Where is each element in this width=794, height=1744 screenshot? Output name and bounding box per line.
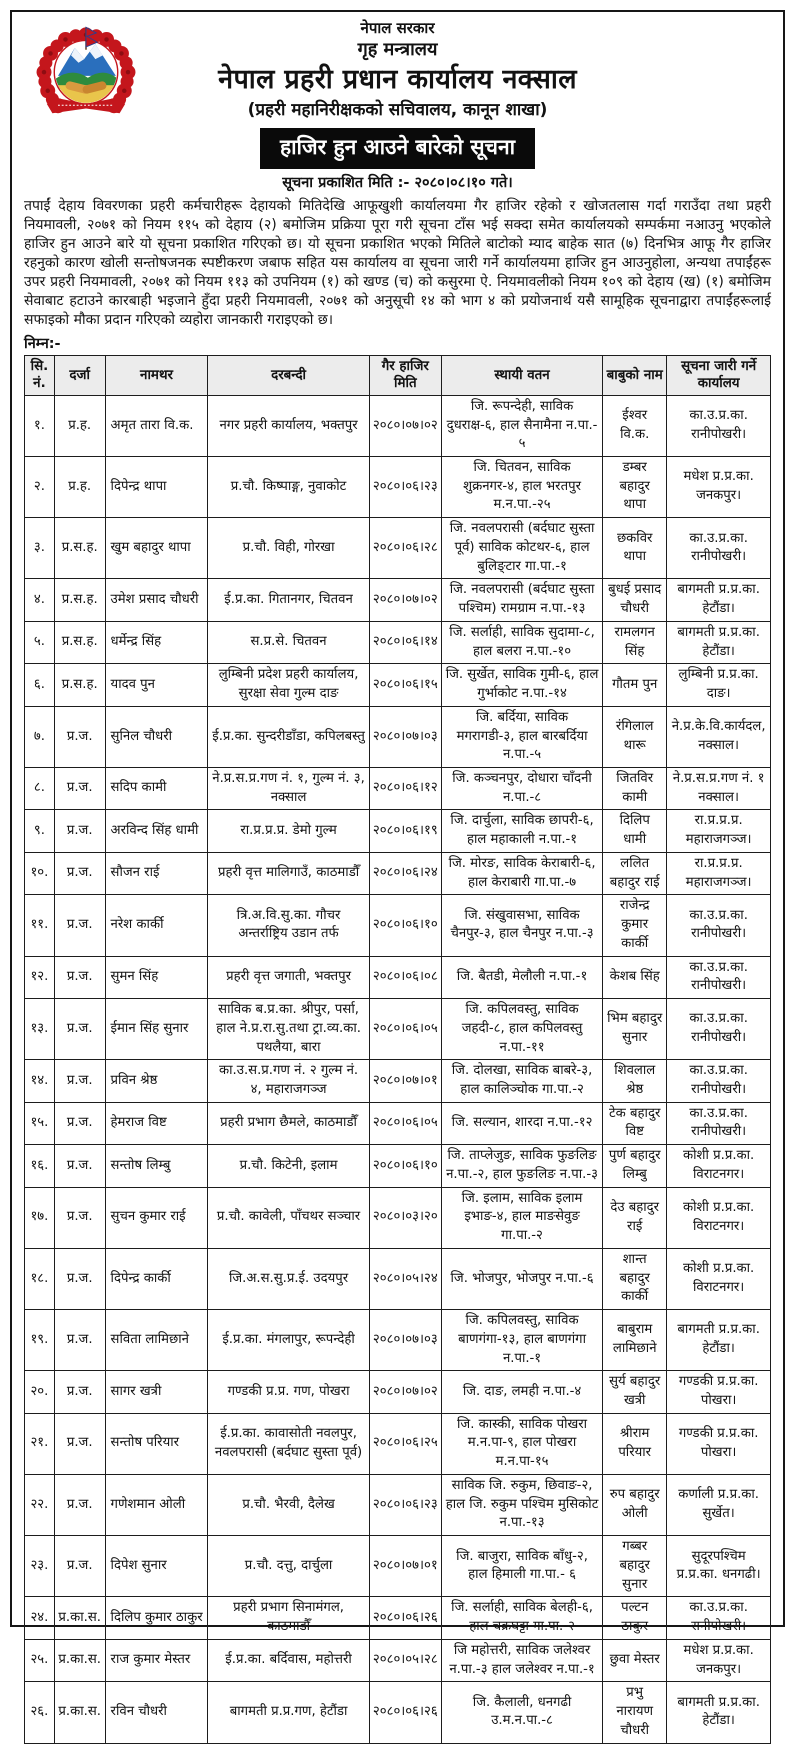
cell-name: रविन चौधरी xyxy=(105,1682,208,1743)
cell-sn: २०. xyxy=(25,1371,55,1413)
column-header-name: नामथर xyxy=(105,355,208,395)
table-row xyxy=(25,1102,771,1144)
cell-posting: जि.अ.स.सु.प्र.ई. उदयपुर xyxy=(208,1248,369,1309)
cell-sn: १७. xyxy=(25,1187,55,1248)
list-intro-label: निम्न:- xyxy=(24,335,61,352)
table-header-row xyxy=(25,355,771,395)
cell-name: सुमन सिंह xyxy=(105,956,208,998)
cell-absent-date: २०८०।०६।१० xyxy=(369,1145,441,1187)
cell-name: सन्तोष लिम्बु xyxy=(105,1145,208,1187)
table-row xyxy=(25,579,771,621)
cell-posting: ई.प्र.का. गितानगर, चितवन xyxy=(208,579,369,621)
cell-rank: प्र.स.ह. xyxy=(54,518,105,579)
cell-absent-date: २०८०।०६।१० xyxy=(369,895,441,956)
cell-permanent-address: जि. कपिलवस्तु, साविक जहदी-८, हाल कपिलवस्तु न.पा.-११ xyxy=(441,999,602,1060)
cell-issuing-office: बागमती प्र.प्र.का. हेटौंडा। xyxy=(667,621,771,663)
cell-issuing-office: ने.प्र.के.वि.कार्यदल, नक्साल। xyxy=(667,706,771,767)
cell-sn: २२. xyxy=(25,1474,55,1535)
cell-absent-date: २०८०।०७।०१ xyxy=(369,1536,441,1597)
cell-posting: प्र.चौ. भैरवी, दैलेख xyxy=(208,1474,369,1535)
cell-name: दिलिप कुमार ठाकुर xyxy=(105,1597,208,1639)
cell-permanent-address: जि. नवलपरासी (बर्दघाट सुस्ता पूर्व) साविक कोटथर-६, हाल बुलिङ्टार गा.पा.-१ xyxy=(441,518,602,579)
cell-issuing-office: रा.प्र.प्र.प्र. महाराजगञ्ज। xyxy=(667,852,771,894)
table-row xyxy=(25,456,771,517)
cell-posting: ई.प्र.का. सुन्दरीडाँडा, कपिलबस्तु xyxy=(208,706,369,767)
cell-name: राज कुमार मेस्तर xyxy=(105,1639,208,1681)
cell-rank: प्र.ज. xyxy=(54,1413,105,1474)
published-date-line: सूचना प्रकाशित मिति :- २०८०।०८।१० गते। xyxy=(282,174,513,191)
cell-absent-date: २०८०।०६।२८ xyxy=(369,518,441,579)
cell-name: दिपेन्द्र थापा xyxy=(105,456,208,517)
notice-title-banner: हाजिर हुन आउने बारेको सूचना xyxy=(260,128,535,169)
cell-rank: प्र.स.ह. xyxy=(54,664,105,706)
cell-posting: त्रि.अ.वि.सु.का. गौचर अन्तर्राष्ट्रिय उडान तर्फ xyxy=(208,895,369,956)
cell-name: हेमराज विष्ट xyxy=(105,1102,208,1144)
cell-rank: प्र.ज. xyxy=(54,1060,105,1102)
cell-posting: स.प्र.से. चितवन xyxy=(208,621,369,663)
cell-permanent-address: जि. सर्लाही, साविक सुदामा-८, हाल बलरा न.पा.-१० xyxy=(441,621,602,663)
cell-sn: ११. xyxy=(25,895,55,956)
cell-name: दिपेश सुनार xyxy=(105,1536,208,1597)
cell-permanent-address: साविक जि. रुकुम, छिवाङ-२, हाल जि. रुकुम पश्चिम मुसिकोट न.पा.-१३ xyxy=(441,1474,602,1535)
cell-issuing-office: बागमती प्र.प्र.का. हेटौंडा। xyxy=(667,579,771,621)
cell-father-name: जितविर कामी xyxy=(603,767,667,809)
cell-rank: प्र.ज. xyxy=(54,1474,105,1535)
cell-sn: २३. xyxy=(25,1536,55,1597)
table-row xyxy=(25,1187,771,1248)
cell-father-name: पल्टन ठाकुर xyxy=(603,1597,667,1639)
cell-permanent-address: जि. ताप्लेजुङ, साविक फुङलिङ न.पा.-२, हाल फुङलिङ न.पा.-३ xyxy=(441,1145,602,1187)
cell-rank: प्र.ज. xyxy=(54,956,105,998)
cell-rank: प्र.ज. xyxy=(54,1145,105,1187)
cell-permanent-address: जि. इलाम, साविक इलाम इभाङ-४, हाल माङसेवुङ गा.पा.-२ xyxy=(441,1187,602,1248)
cell-sn: ७. xyxy=(25,706,55,767)
cell-absent-date: २०८०।०६।२६ xyxy=(369,1597,441,1639)
cell-father-name: रंगिलाल थारू xyxy=(603,706,667,767)
cell-permanent-address: जि महोत्तरी, साविक जलेश्वर न.पा.-३ हाल जलेश्वर न.पा.-१ xyxy=(441,1639,602,1681)
cell-name: सुचन कुमार राई xyxy=(105,1187,208,1248)
cell-father-name: छुवा मेस्तर xyxy=(603,1639,667,1681)
cell-posting: प्रहरी वृत्त जगाती, भक्तपुर xyxy=(208,956,369,998)
cell-absent-date: २०८०।०७।०१ xyxy=(369,1060,441,1102)
cell-sn: ५. xyxy=(25,621,55,663)
cell-issuing-office: मधेश प्र.प्र.का. जनकपुर। xyxy=(667,1639,771,1681)
cell-name: धर्मेन्द्र सिंह xyxy=(105,621,208,663)
cell-permanent-address: जि. बाजुरा, साविक बाँधु-२, हाल हिमाली गा.पा.- ६ xyxy=(441,1536,602,1597)
column-header-sn: सि. नं. xyxy=(25,355,55,395)
table-row xyxy=(25,1310,771,1371)
cell-sn: १४. xyxy=(25,1060,55,1102)
cell-name: ईमान सिंह सुनार xyxy=(105,999,208,1060)
cell-permanent-address: जि. सुर्खेत, साविक गुमी-६, हाल गुर्भाकोट न.पा.-१४ xyxy=(441,664,602,706)
cell-rank: प्र.स.ह. xyxy=(54,579,105,621)
cell-absent-date: २०८०।०६।२५ xyxy=(369,1413,441,1474)
cell-father-name: पुर्ण बहादुर लिम्बु xyxy=(603,1145,667,1187)
cell-name: यादव पुन xyxy=(105,664,208,706)
cell-name: गणेशमान ओली xyxy=(105,1474,208,1535)
cell-issuing-office: का.उ.प्र.का. रानीपोखरी। xyxy=(667,1060,771,1102)
cell-posting: प्र.चौ. विही, गोरखा xyxy=(208,518,369,579)
cell-rank: प्र.का.स. xyxy=(54,1682,105,1743)
cell-sn: २५. xyxy=(25,1639,55,1681)
cell-posting: बागमती प्र.प्र.गण, हेटौंडा xyxy=(208,1682,369,1743)
cell-sn: १२. xyxy=(25,956,55,998)
cell-issuing-office: बागमती प्र.प्र.का. हेटौंडा। xyxy=(667,1310,771,1371)
column-header-posting: दरबन्दी xyxy=(208,355,369,395)
cell-absent-date: २०८०।०७।०२ xyxy=(369,579,441,621)
cell-absent-date: २०८०।०६।०५ xyxy=(369,999,441,1060)
cell-father-name: केशब सिंह xyxy=(603,956,667,998)
cell-father-name: छकविर थापा xyxy=(603,518,667,579)
column-header-rank: दर्जा xyxy=(54,355,105,395)
cell-name: सविता लामिछाने xyxy=(105,1310,208,1371)
cell-rank: प्र.ज. xyxy=(54,810,105,852)
column-header-issuing-office: सूचना जारी गर्ने कार्यालय xyxy=(667,355,771,395)
cell-sn: १८. xyxy=(25,1248,55,1309)
cell-rank: प्र.ज. xyxy=(54,1187,105,1248)
cell-absent-date: २०८०।०६।१२ xyxy=(369,767,441,809)
cell-sn: १५. xyxy=(25,1102,55,1144)
cell-absent-date: २०८०।०६।१५ xyxy=(369,664,441,706)
cell-sn: २४. xyxy=(25,1597,55,1639)
cell-sn: ८. xyxy=(25,767,55,809)
cell-permanent-address: जि. रूपन्देही, साविक दुधराक्ष-६, हाल सैनामैना न.पा.- ५ xyxy=(441,395,602,456)
table-row xyxy=(25,956,771,998)
cell-sn: १०. xyxy=(25,852,55,894)
table-row xyxy=(25,767,771,809)
office-title: नेपाल प्रहरी प्रधान कार्यालय नक्साल xyxy=(218,64,577,96)
cell-issuing-office: लुम्बिनी प्र.प्र.का. दाङ। xyxy=(667,664,771,706)
cell-rank: प्र.ज. xyxy=(54,1371,105,1413)
cell-rank: प्र.ह. xyxy=(54,395,105,456)
cell-rank: प्र.ज. xyxy=(54,1536,105,1597)
table-row xyxy=(25,1682,771,1743)
cell-father-name: रामलगन सिंह xyxy=(603,621,667,663)
cell-issuing-office: गण्डकी प्र.प्र.का. पोखरा। xyxy=(667,1371,771,1413)
cell-rank: प्र.का.स. xyxy=(54,1639,105,1681)
cell-father-name: गौतम पुन xyxy=(603,664,667,706)
cell-father-name: देउ बहादुर राई xyxy=(603,1187,667,1248)
cell-father-name: भिम बहादुर सुनार xyxy=(603,999,667,1060)
cell-name: अरविन्द सिंह धामी xyxy=(105,810,208,852)
cell-issuing-office: का.उ.प्र.का. रानीपोखरी। xyxy=(667,1597,771,1639)
cell-name: सुनिल चौधरी xyxy=(105,706,208,767)
cell-absent-date: २०८०।०६।१९ xyxy=(369,810,441,852)
table-row xyxy=(25,395,771,456)
cell-rank: प्र.स.ह. xyxy=(54,621,105,663)
cell-permanent-address: जि. मोरङ, साविक केराबारी-६, हाल केराबारी गा.पा.-७ xyxy=(441,852,602,894)
cell-father-name: शान्त बहादुर कार्की xyxy=(603,1248,667,1309)
nepal-coat-of-arms-icon xyxy=(30,16,142,132)
cell-father-name: राजेन्द्र कुमार कार्की xyxy=(603,895,667,956)
notice-body-paragraph: तपाईं देहाय विवरणका प्रहरी कर्मचारीहरू देहायको मितिदेखि आफूखुशी कार्यालयमा गैर हाजिर रहेको र खोजतलास गर्दा गराउँदा तथा प्रहरी नियमावली, २०७१ को नियम ११५ को देहाय (२) बमोजिम प्रक्रिया पूरा गरी सूचना टाँस भई सक्दा समेत कार्यालयको सम्पर्कमा नआउनु भएकोले हाजिर हुन आउने बारे यो सूचना प्रकाशित गरिएको छ। यो सूचना प्रकाशित भएको मितिले बाटोको म्याद बाहेक सात (७) दिनभित्र आफू गैर हाजिर रहनुको कारण खोली सन्तोषजनक स्पष्टीकरण जबाफ सहित यस कार्यालय वा सूचना जारी गर्ने कार्यालयमा हाजिर हुन आउनुहोला, अन्यथा तपाईंहरू उपर प्रहरी नियमावली, २०७१ को नियम ११३ को उपनियम (१) को खण्ड (च) को कसुरमा ऐ. नियमावलीको नियम १०९ को देहाय (ख) (१) बमोजिम सेवाबाट हटाउने कारबाही भइजाने हुँदा प्रहरी नियमावली, २०७१ को अनुसूची १४ को भाग ४ को प्रयोजनार्थ यसै सामूहिक सूचनाद्वारा तपाईंहरूलाई सफाइको मौका प्रदान गरिएको व्यहोरा जानकारी गराइएको छ। xyxy=(24,197,771,328)
cell-father-name: प्रभु नारायण चौधरी xyxy=(603,1682,667,1743)
ministry-line: गृह मन्त्रालय xyxy=(357,39,438,61)
cell-posting: प्र.चौ. कावेली, पाँचथर सञ्चार xyxy=(208,1187,369,1248)
cell-absent-date: २०८०।०६।१४ xyxy=(369,621,441,663)
cell-father-name: ललित बहादुर राई xyxy=(603,852,667,894)
table-row xyxy=(25,621,771,663)
cell-sn: १९. xyxy=(25,1310,55,1371)
cell-permanent-address: जि. दार्चुला, साविक छापरी-६, हाल महाकाली न.पा.-१ xyxy=(441,810,602,852)
cell-posting: प्र.चौ. किटेनी, इलाम xyxy=(208,1145,369,1187)
cell-father-name: श्रीराम परियार xyxy=(603,1413,667,1474)
cell-permanent-address: जि. बैतडी, मेलौली न.पा.-१ xyxy=(441,956,602,998)
table-row xyxy=(25,1371,771,1413)
cell-name: नरेश कार्की xyxy=(105,895,208,956)
cell-father-name: टेक बहादुर विष्ट xyxy=(603,1102,667,1144)
cell-rank: प्र.ज. xyxy=(54,1102,105,1144)
cell-name: दिपेन्द्र कार्की xyxy=(105,1248,208,1309)
table-row xyxy=(25,1639,771,1681)
cell-rank: प्र.ज. xyxy=(54,706,105,767)
cell-father-name: शिवलाल श्रेष्ठ xyxy=(603,1060,667,1102)
table-row xyxy=(25,810,771,852)
cell-absent-date: २०८०।०६।२३ xyxy=(369,1474,441,1535)
cell-permanent-address: जि. भोजपुर, भोजपुर न.पा.-६ xyxy=(441,1248,602,1309)
cell-father-name: बाबुराम लामिछाने xyxy=(603,1310,667,1371)
cell-permanent-address: जि. संखुवासभा, साविक चैनपुर-३, हाल चैनपुर न.पा.-३ xyxy=(441,895,602,956)
column-header-absent-date: गैर हाजिर मिति xyxy=(369,355,441,395)
cell-absent-date: २०८०।०५।२८ xyxy=(369,1639,441,1681)
page-border-frame xyxy=(10,10,785,1738)
cell-issuing-office: का.उ.प्र.का. रानीपोखरी। xyxy=(667,895,771,956)
cell-sn: २६. xyxy=(25,1682,55,1743)
table-row xyxy=(25,1413,771,1474)
cell-posting: का.उ.स.प्र.गण नं. २ गुल्म नं. ४, महाराजगञ्ज xyxy=(208,1060,369,1102)
cell-issuing-office: गण्डकी प्र.प्र.का. पोखरा। xyxy=(667,1413,771,1474)
cell-issuing-office: रा.प्र.प्र.प्र. महाराजगञ्ज। xyxy=(667,810,771,852)
cell-posting: ई.प्र.का. कावासोती नवलपुर, नवलपरासी (बर्दघाट सुस्ता पूर्व) xyxy=(208,1413,369,1474)
cell-absent-date: २०८०।०६।२३ xyxy=(369,456,441,517)
cell-issuing-office: कोशी प्र.प्र.का. विराटनगर। xyxy=(667,1187,771,1248)
cell-posting: प्रहरी वृत्त मालिगाउँ, काठमाडौँ xyxy=(208,852,369,894)
table-row xyxy=(25,999,771,1060)
table-row xyxy=(25,895,771,956)
cell-posting: ने.प्र.स.प्र.गण नं. १, गुल्म नं. ३, नक्साल xyxy=(208,767,369,809)
cell-issuing-office: ने.प्र.स.प्र.गण नं. १ नक्साल। xyxy=(667,767,771,809)
cell-rank: प्र.ज. xyxy=(54,999,105,1060)
cell-issuing-office: का.उ.प्र.का. रानीपोखरी। xyxy=(667,999,771,1060)
cell-father-name: डम्बर बहादुर थापा xyxy=(603,456,667,517)
table-row xyxy=(25,1536,771,1597)
cell-permanent-address: जि. कैलाली, धनगढी उ.म.न.पा.-८ xyxy=(441,1682,602,1743)
cell-issuing-office: सुदूरपश्चिम प्र.प्र.का. धनगढी। xyxy=(667,1536,771,1597)
notice-title-row xyxy=(24,128,771,169)
cell-name: सदिप कामी xyxy=(105,767,208,809)
cell-sn: ९. xyxy=(25,810,55,852)
cell-permanent-address: जि. बर्दिया, साविक मगरागडी-३, हाल बारबर्दिया न.पा.-५ xyxy=(441,706,602,767)
cell-sn: १. xyxy=(25,395,55,456)
cell-issuing-office: का.उ.प्र.का. रानीपोखरी। xyxy=(667,395,771,456)
cell-rank: प्र.का.स. xyxy=(54,1597,105,1639)
cell-father-name: दिलिप धामी xyxy=(603,810,667,852)
cell-name: प्रविन श्रेष्ठ xyxy=(105,1060,208,1102)
cell-issuing-office: कोशी प्र.प्र.का. विराटनगर। xyxy=(667,1145,771,1187)
cell-rank: प्र.ज. xyxy=(54,1310,105,1371)
cell-permanent-address: जि. नवलपरासी (बर्दघाट सुस्ता पश्चिम) रामग्राम न.पा.-१३ xyxy=(441,579,602,621)
cell-sn: १३. xyxy=(25,999,55,1060)
cell-permanent-address: जि. कपिलवस्तु, साविक बाणगंगा-१३, हाल बाणगंगा न.पा.-१ xyxy=(441,1310,602,1371)
cell-absent-date: २०८०।०७।०३ xyxy=(369,1310,441,1371)
cell-name: सौजन राई xyxy=(105,852,208,894)
cell-posting: प्रहरी प्रभाग सिनामंगल, काठमाडौँ xyxy=(208,1597,369,1639)
cell-issuing-office: कर्णाली प्र.प्र.का. सुर्खेत। xyxy=(667,1474,771,1535)
cell-absent-date: २०८०।०६।०८ xyxy=(369,956,441,998)
absent-personnel-table xyxy=(24,355,771,1744)
cell-father-name: बुधई प्रसाद चौधरी xyxy=(603,579,667,621)
cell-father-name: गब्बर बहादुर सुनार xyxy=(603,1536,667,1597)
cell-sn: ६. xyxy=(25,664,55,706)
cell-permanent-address: जि. कञ्चनपुर, दोधारा चाँदनी न.पा.-८ xyxy=(441,767,602,809)
column-header-father-name: बाबुको नाम xyxy=(603,355,667,395)
table-body xyxy=(25,395,771,1743)
cell-rank: प्र.ज. xyxy=(54,1248,105,1309)
cell-absent-date: २०८०।०७।०२ xyxy=(369,1371,441,1413)
table-row xyxy=(25,1474,771,1535)
table-row xyxy=(25,1597,771,1639)
cell-issuing-office: का.उ.प्र.का. रानीपोखरी। xyxy=(667,518,771,579)
cell-absent-date: २०८०।०३।२० xyxy=(369,1187,441,1248)
cell-name: खुम बहादुर थापा xyxy=(105,518,208,579)
column-header-permanent-address: स्थायी वतन xyxy=(441,355,602,395)
cell-posting: प्र.चौ. दत्तु, दार्चुला xyxy=(208,1536,369,1597)
cell-sn: २. xyxy=(25,456,55,517)
cell-permanent-address: जि. चितवन, साविक शुक्रनगर-४, हाल भरतपुर म.न.पा.-२५ xyxy=(441,456,602,517)
cell-issuing-office: का.उ.प्र.का. रानीपोखरी। xyxy=(667,956,771,998)
cell-sn: १६. xyxy=(25,1145,55,1187)
table-row xyxy=(25,1248,771,1309)
table-row xyxy=(25,852,771,894)
cell-rank: प्र.ज. xyxy=(54,895,105,956)
table-row xyxy=(25,1145,771,1187)
cell-posting: गण्डकी प्र.प्र. गण, पोखरा xyxy=(208,1371,369,1413)
cell-name: उमेश प्रसाद चौधरी xyxy=(105,579,208,621)
cell-permanent-address: जि. सल्यान, शारदा न.पा.-१२ xyxy=(441,1102,602,1144)
cell-name: सन्तोष परियार xyxy=(105,1413,208,1474)
cell-sn: ३. xyxy=(25,518,55,579)
cell-absent-date: २०८०।०६।२४ xyxy=(369,852,441,894)
table-row xyxy=(25,664,771,706)
cell-issuing-office: बागमती प्र.प्र.का. हेटौंडा। xyxy=(667,1682,771,1743)
cell-sn: २१. xyxy=(25,1413,55,1474)
cell-permanent-address: जि. दाङ, लमही न.पा.-४ xyxy=(441,1371,602,1413)
department-line: (प्रहरी महानिरीक्षकको सचिवालय, कानून शाखा) xyxy=(247,100,548,121)
cell-permanent-address: जि. दोलखा, साविक बाबरे-३, हाल कालिञ्चोक गा.पा.-२ xyxy=(441,1060,602,1102)
cell-absent-date: २०८०।०७।०२ xyxy=(369,395,441,456)
cell-father-name: रुप बहादुर ओली xyxy=(603,1474,667,1535)
cell-rank: प्र.ज. xyxy=(54,767,105,809)
cell-father-name: ईश्वर वि.क. xyxy=(603,395,667,456)
table-row xyxy=(25,1060,771,1102)
cell-name: सागर खत्री xyxy=(105,1371,208,1413)
cell-name: अमृत तारा वि.क. xyxy=(105,395,208,456)
cell-issuing-office: मधेश प्र.प्र.का. जनकपुर। xyxy=(667,456,771,517)
cell-absent-date: २०८०।०६।२६ xyxy=(369,1682,441,1743)
cell-father-name: सुर्य बहादुर खत्री xyxy=(603,1371,667,1413)
cell-posting: प्रहरी प्रभाग छैमले, काठमाडौँ xyxy=(208,1102,369,1144)
cell-absent-date: २०८०।०६।०५ xyxy=(369,1102,441,1144)
cell-posting: साविक ब.प्र.का. श्रीपुर, पर्सा, हाल ने.प्र.रा.सु.तथा ट्रा.व्य.का. पथलैया, बारा xyxy=(208,999,369,1060)
cell-absent-date: २०८०।०५।२४ xyxy=(369,1248,441,1309)
cell-posting: रा.प्र.प्र.प्र. डेमो गुल्म xyxy=(208,810,369,852)
government-line: नेपाल सरकार xyxy=(360,19,435,37)
cell-posting: ई.प्र.का. मंगलापुर, रूपन्देही xyxy=(208,1310,369,1371)
cell-rank: प्र.ज. xyxy=(54,852,105,894)
table-row xyxy=(25,706,771,767)
cell-sn: ४. xyxy=(25,579,55,621)
cell-permanent-address: जि. सर्लाही, साविक बेलही-६, हाल चक्रघट्टा गा.पा.-२ xyxy=(441,1597,602,1639)
cell-posting: लुम्बिनी प्रदेश प्रहरी कार्यालय, सुरक्षा सेवा गुल्म दाङ xyxy=(208,664,369,706)
cell-issuing-office: का.उ.प्र.का. रानीपोखरी। xyxy=(667,1102,771,1144)
cell-absent-date: २०८०।०७।०३ xyxy=(369,706,441,767)
table-row xyxy=(25,518,771,579)
cell-permanent-address: जि. कास्की, साविक पोखरा म.न.पा-९, हाल पोखरा म.न.पा-१५ xyxy=(441,1413,602,1474)
cell-issuing-office: कोशी प्र.प्र.का. विराटनगर। xyxy=(667,1248,771,1309)
cell-posting: ई.प्र.का. बर्दिवास, महोत्तरी xyxy=(208,1639,369,1681)
cell-rank: प्र.ह. xyxy=(54,456,105,517)
cell-posting: प्र.चौ. किष्पाङ्ग, नुवाकोट xyxy=(208,456,369,517)
cell-posting: नगर प्रहरी कार्यालय, भक्तपुर xyxy=(208,395,369,456)
